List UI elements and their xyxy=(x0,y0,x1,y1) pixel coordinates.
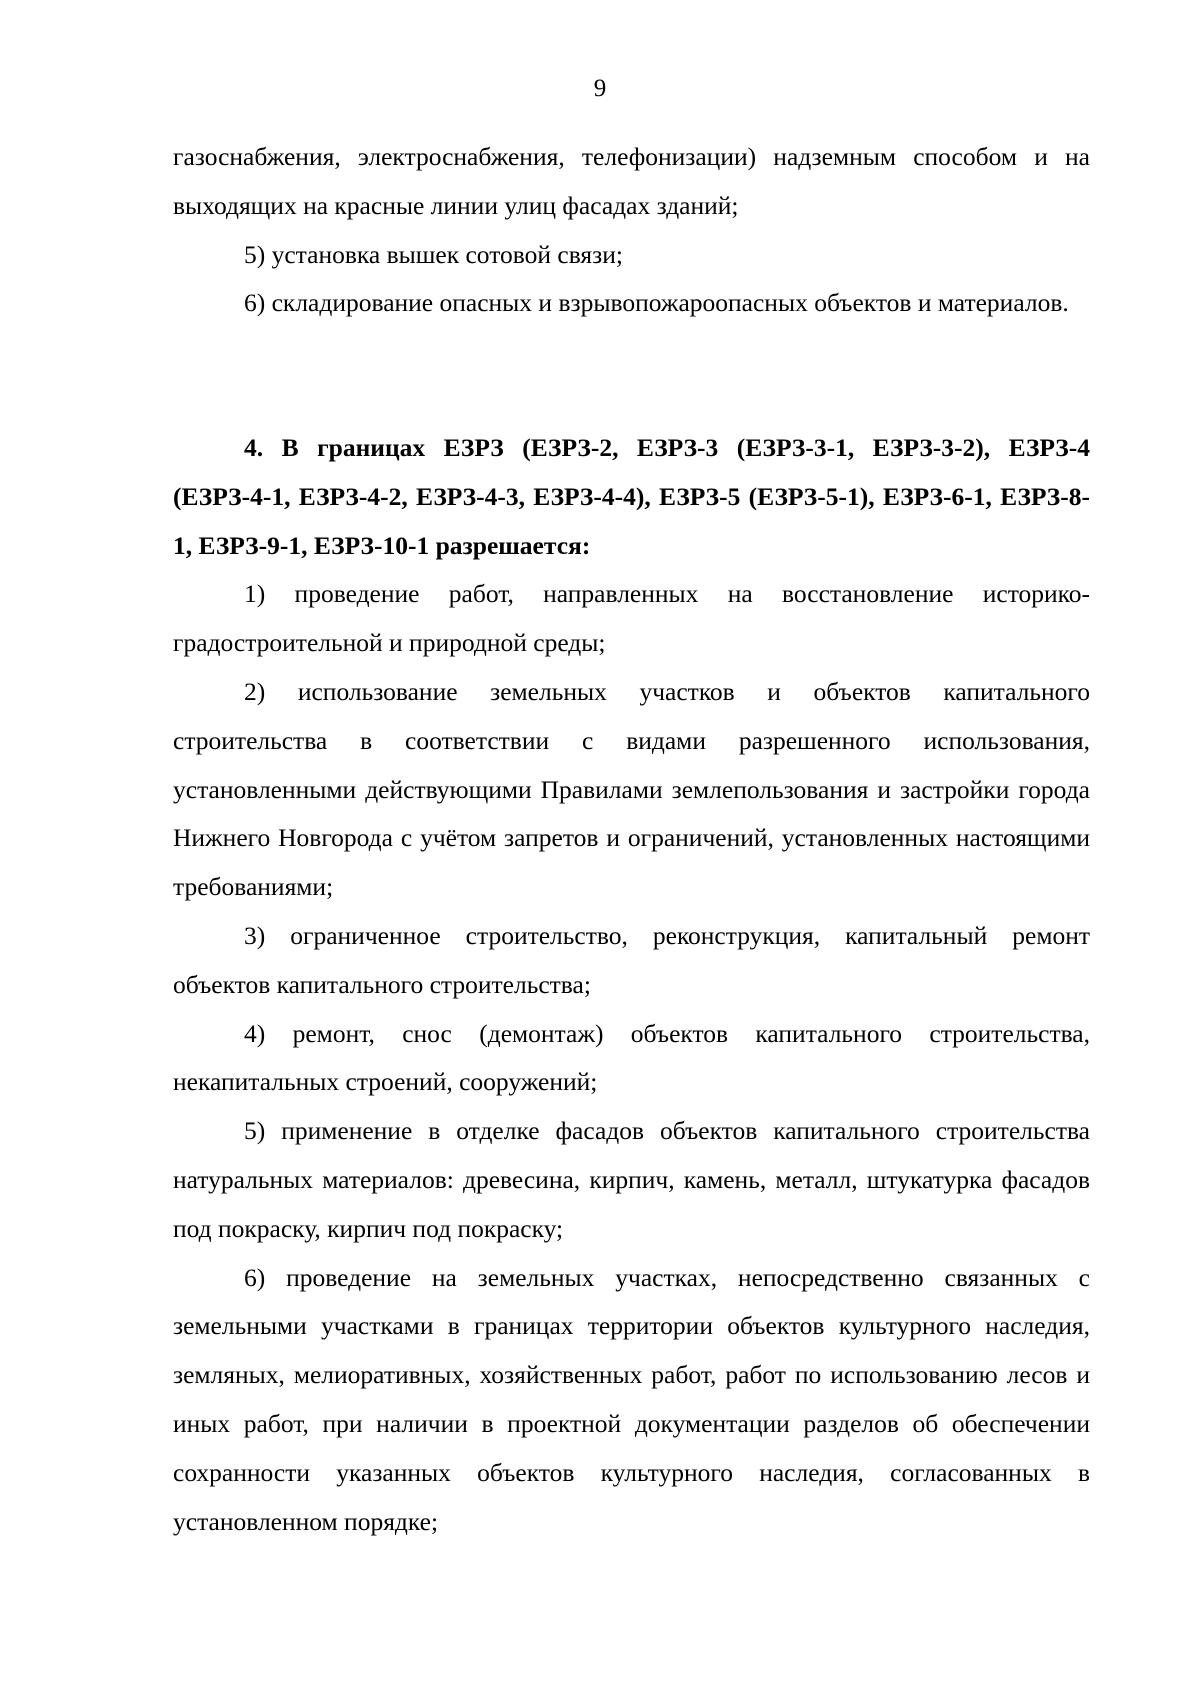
list-item-5: 5) установка вышек сотовой связи; xyxy=(244,239,623,269)
page-number: 9 xyxy=(593,75,607,102)
section-heading: 4. В границах ЕЗРЗ (ЕЗРЗ-2, ЕЗРЗ-3 (ЕЗРЗ-3-1, ЕЗРЗ-3-2), ЕЗРЗ-4 (ЕЗРЗ-4-1, ЕЗРЗ-4-2, ЕЗРЗ-4-3, ЕЗРЗ-4-4), ЕЗРЗ-5 (ЕЗРЗ-5-1), ЕЗРЗ-6-1, ЕЗРЗ-8-1, ЕЗРЗ-9-1, ЕЗРЗ-10-1 разрешается: xyxy=(173,433,1090,560)
section-4 xyxy=(173,424,1090,1546)
section-item-5: 5) применение в отделке фасадов объектов капитального строительства натуральных материалов: древесина, кирпич, камень, металл, штукатурка фасадов под покраску, кирпич под покраску; xyxy=(173,1116,1090,1243)
section-item-6: 6) проведение на земельных участках, непосредственно связанных с земельными участками в границах территории объектов культурного наследия, земляных, мелиоративных, хозяйственных работ, работ по использованию лесов и иных работ, при наличии в проектной документации разделов об обеспечении сохранности указанных объектов культурного наследия, согласованных в установленном порядке; xyxy=(173,1262,1090,1536)
section-item-3: 3) ограниченное строительство, реконструкция, капитальный ремонт объектов капитального строительства; xyxy=(173,920,1090,999)
continued-paragraphs xyxy=(173,133,1090,328)
section-item-2: 2) использование земельных участков и объектов капитального строительства в соответствии с видами разрешенного использования, установленными действующими Правилами землепользования и застройки города Нижнего Новгорода с учётом запретов и ограничений, установленных настоящими требованиями; xyxy=(173,676,1090,902)
section-item-4: 4) ремонт, снос (демонтаж) объектов капитального строительства, некапитальных строений, сооружений; xyxy=(173,1018,1090,1097)
list-item-6: 6) складирование опасных и взрывопожароопасных объектов и материалов. xyxy=(244,288,1069,318)
paragraph-continuation: газоснабжения, электроснабжения, телефонизации) надземным способом и на выходящих на красные линии улиц фасадах зданий; xyxy=(173,142,1090,220)
section-item-1: 1) проведение работ, направленных на восстановление историко-градостроительной и природной среды; xyxy=(173,579,1090,658)
